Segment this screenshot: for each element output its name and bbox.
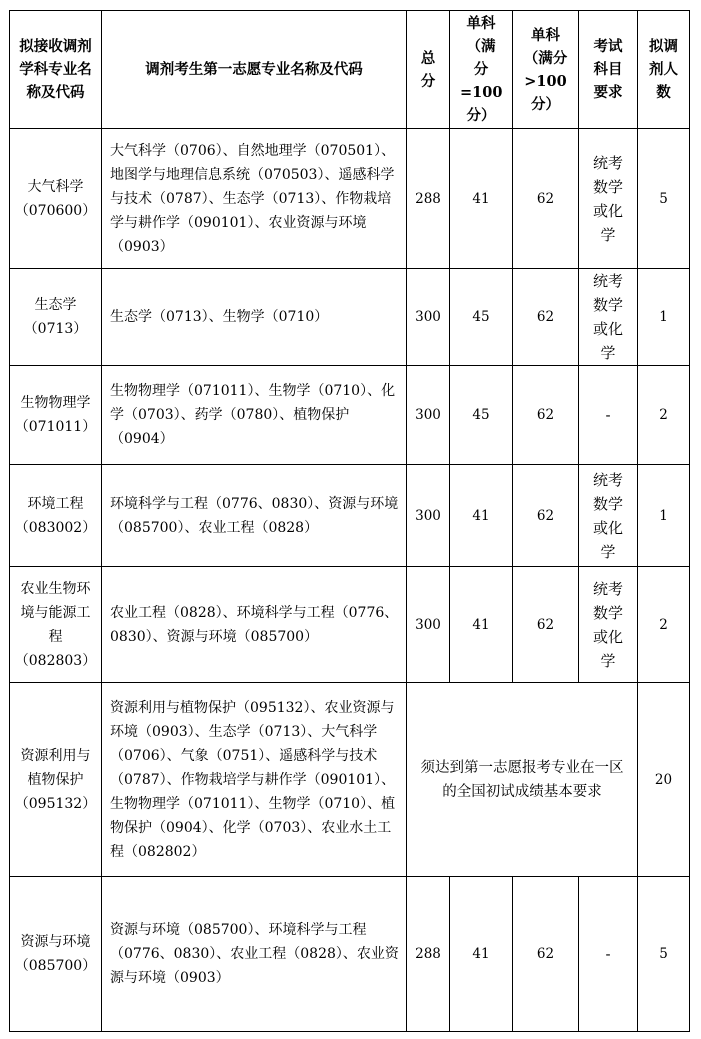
single-100-cell: 41 (450, 129, 513, 269)
single-100-cell: 45 (450, 269, 513, 366)
header-single-100: 单科（满分=100分） (450, 11, 513, 129)
major-cell: 资源与环境（085700） (10, 877, 102, 1032)
total-cell: 288 (407, 877, 450, 1032)
single-gt100-cell: 62 (513, 877, 579, 1032)
major-cell: 农业生物环境与能源工程（082803） (10, 567, 102, 683)
major-cell: 生物物理学（071011） (10, 366, 102, 465)
first-choice-cell: 环境科学与工程（0776、0830）、资源与环境（085700）、农业工程（0828） (102, 465, 407, 567)
major-cell: 环境工程（083002） (10, 465, 102, 567)
single-gt100-cell: 62 (513, 129, 579, 269)
adjustment-table (9, 10, 690, 1032)
table-row (10, 567, 690, 683)
quota-cell: 5 (638, 877, 690, 1032)
total-cell: 300 (407, 465, 450, 567)
single-gt100-cell: 62 (513, 567, 579, 683)
exam-subject-cell: - (579, 366, 638, 465)
header-total: 总分 (407, 11, 450, 129)
first-choice-cell: 生物物理学（071011）、生物学（0710）、化学（0703）、药学（0780）、植物保护（0904） (102, 366, 407, 465)
exam-subject-cell: 统考数学或化学 (579, 129, 638, 269)
quota-cell: 1 (638, 465, 690, 567)
table-row (10, 683, 690, 877)
first-choice-cell: 资源与环境（085700）、环境科学与工程（0776、0830）、农业工程（0828）、农业资源与环境（0903） (102, 877, 407, 1032)
first-choice-cell: 农业工程（0828）、环境科学与工程（0776、0830）、资源与环境（085700） (102, 567, 407, 683)
total-cell: 300 (407, 567, 450, 683)
single-gt100-cell: 62 (513, 366, 579, 465)
first-choice-cell: 大气科学（0706）、自然地理学（070501）、地图学与地理信息系统（070503）、遥感科学与技术（0787）、生态学（0713）、作物栽培学与耕作学（090101）、农业资源与环境（0903） (102, 129, 407, 269)
table-row (10, 877, 690, 1032)
single-100-cell: 41 (450, 567, 513, 683)
header-first-choice: 调剂考生第一志愿专业名称及代码 (102, 11, 407, 129)
major-cell: 资源利用与植物保护（095132） (10, 683, 102, 877)
quota-cell: 2 (638, 366, 690, 465)
requirement-note-cell: 须达到第一志愿报考专业在一区的全国初试成绩基本要求 (407, 683, 638, 877)
first-choice-cell: 生态学（0713）、生物学（0710） (102, 269, 407, 366)
exam-subject-cell: - (579, 877, 638, 1032)
quota-cell: 2 (638, 567, 690, 683)
header-exam-subject: 考试科目要求 (579, 11, 638, 129)
table-row (10, 269, 690, 366)
quota-cell: 5 (638, 129, 690, 269)
table-row (10, 465, 690, 567)
table-row (10, 129, 690, 269)
total-cell: 300 (407, 269, 450, 366)
header-quota: 拟调剂人数 (638, 11, 690, 129)
major-cell: 生态学（0713） (10, 269, 102, 366)
total-cell: 300 (407, 366, 450, 465)
header-single-gt100: 单科（满分>100分） (513, 11, 579, 129)
header-row (10, 11, 690, 129)
header-major: 拟接收调剂学科专业名称及代码 (10, 11, 102, 129)
major-cell: 大气科学（070600） (10, 129, 102, 269)
single-100-cell: 45 (450, 366, 513, 465)
exam-subject-cell: 统考数学或化学 (579, 269, 638, 366)
quota-cell: 1 (638, 269, 690, 366)
single-100-cell: 41 (450, 465, 513, 567)
total-cell: 288 (407, 129, 450, 269)
first-choice-cell: 资源利用与植物保护（095132）、农业资源与环境（0903）、生态学（0713）、大气科学（0706）、气象（0751）、遥感科学与技术（0787）、作物栽培学与耕作学（090101）、生物物理学（071011）、生物学（0710）、植物保护（0904）、化学（0703）、农业水土工程（082802） (102, 683, 407, 877)
table-row (10, 366, 690, 465)
exam-subject-cell: 统考数学或化学 (579, 465, 638, 567)
single-gt100-cell: 62 (513, 465, 579, 567)
single-gt100-cell: 62 (513, 269, 579, 366)
exam-subject-cell: 统考数学或化学 (579, 567, 638, 683)
quota-cell: 20 (638, 683, 690, 877)
single-100-cell: 41 (450, 877, 513, 1032)
